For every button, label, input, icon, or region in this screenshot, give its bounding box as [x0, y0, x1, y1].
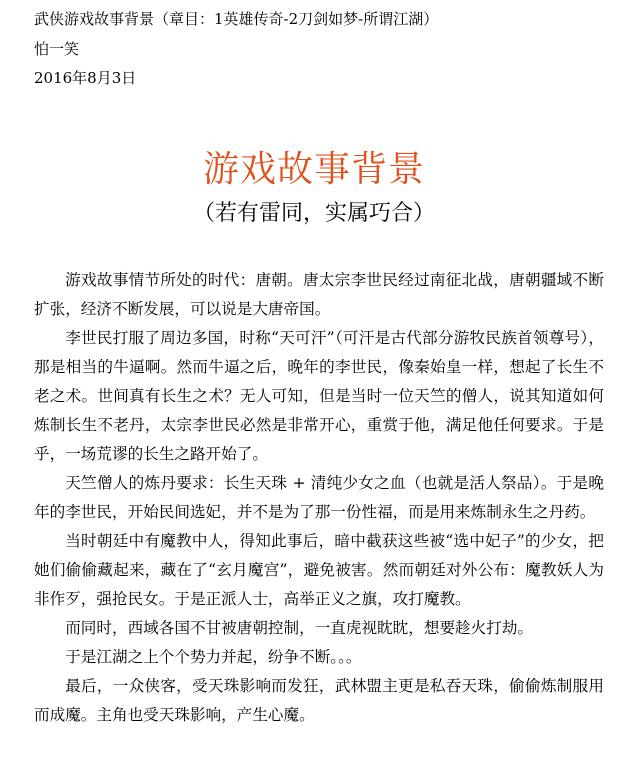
- paragraph-finale: 最后，一众侠客，受天珠影响而发狂，武林盟主更是私吞天珠，偷偷炼制服用而成魔。主角也受天珠影响，产生心魔。: [34, 677, 604, 724]
- paragraph-emperor: 李世民打服了周边多国，时称“天可汗”（可汗是古代部分游牧民族首领尊号），那是相当的牛逼啊。然而牛逼之后，晚年的李世民，像秦始皇一样，想起了长生不老之术。世间真有长生之术？无人可知，但是当时一位天竺的僧人，说其知道如何炼制长生不老丹，太宗李世民必然是非常开心，重赏于他，满足他任何要求。于是乎，一场荒谬的长生之路开始了。: [34, 329, 604, 463]
- paragraph-demon-cult: 当时朝廷中有魔教中人，得知此事后，暗中截获这些被“选中妃子”的少女，把她们偷偷藏起来，藏在了“玄月魔宫”，避免被害。然而朝廷对外公布：魔教妖人为非作歹，强抢民女。于是正派人士，高举正义之旗，攻打魔教。: [34, 532, 604, 608]
- author-name: 怕一笑: [34, 40, 80, 58]
- paragraph-jianghu-strife: 于是江湖之上个个势力并起，纷争不断。。。: [65, 648, 362, 666]
- paragraph-elixir: 天竺僧人的炼丹要求：长生天珠 + 清纯少女之血（也就是活人祭品）。于是晚年的李世民，开始民间选妃，并不是为了那一份性福，而是用来炼制永生之丹药。: [34, 474, 604, 521]
- paragraph-western-regions: 而同时，西域各国不甘被唐朝控制，一直虎视眈眈，想要趁火打劫。: [65, 619, 534, 637]
- document-date: 2016年8月3日: [34, 69, 137, 87]
- document-header-title: 武侠游戏故事背景（章目：1英雄传奇-2刀剑如梦-所谓江湖）: [34, 10, 439, 28]
- page-title: 游戏故事背景: [202, 149, 425, 190]
- paragraph-era: 游戏故事情节所处的时代：唐朝。唐太宗李世民经过南征北战，唐朝疆域不断扩张，经济不断发展，可以说是大唐帝国。: [34, 271, 604, 318]
- page-subtitle: （若有雷同，实属巧合）: [192, 201, 435, 226]
- story-body: [34, 266, 604, 730]
